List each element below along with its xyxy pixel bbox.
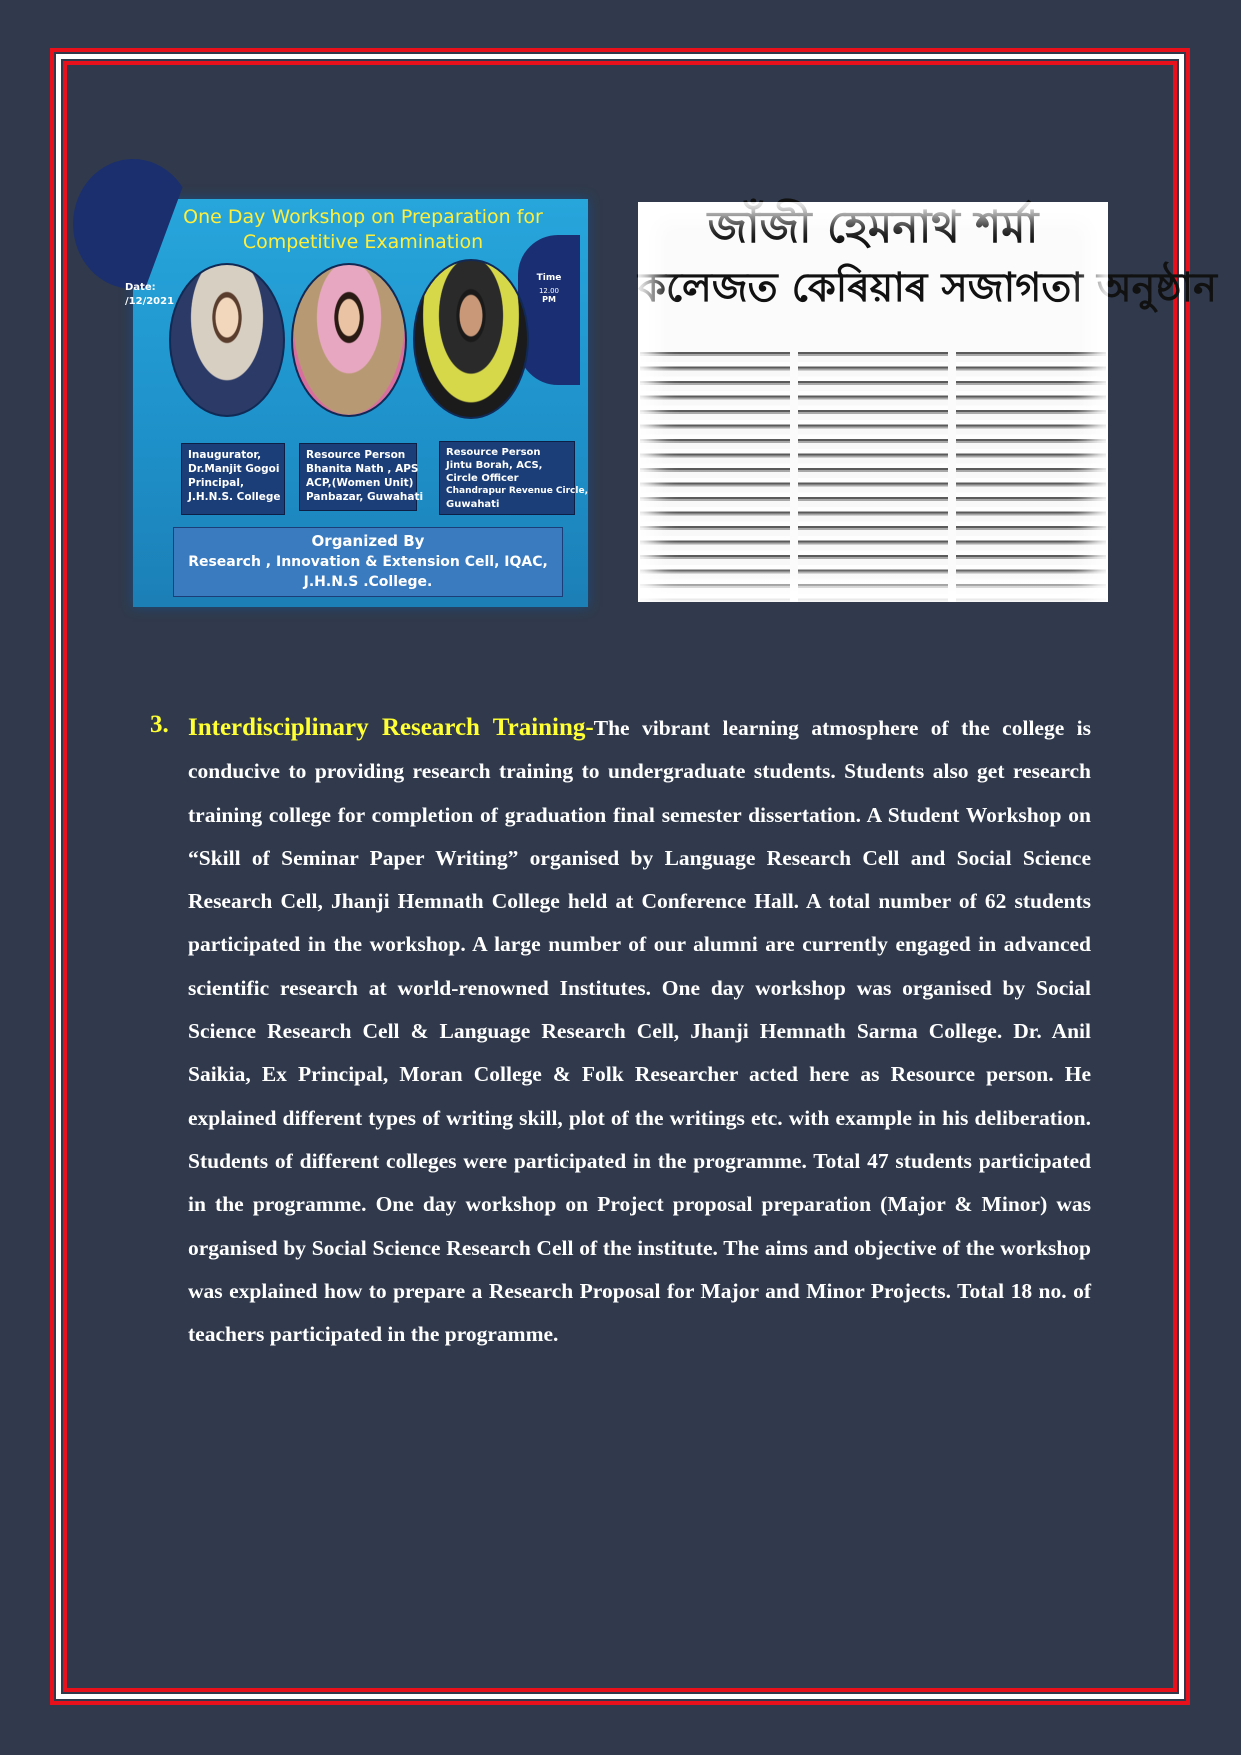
clipping-headline xyxy=(638,198,1217,318)
section-number: 3. xyxy=(150,711,169,738)
caption-line: Chandrapur Revenue Circle, xyxy=(446,486,588,496)
poster-time-label: Time xyxy=(536,273,562,283)
poster-time-badge xyxy=(518,235,580,385)
resource-person-1-caption xyxy=(299,443,424,511)
clipping-column xyxy=(956,352,1106,602)
poster-date-label: Date: xyxy=(125,282,156,293)
newspaper-clipping-image xyxy=(638,202,1217,602)
poster-time-value: 12.00 xyxy=(538,287,560,295)
poster-title-line: Competitive Examination xyxy=(242,231,484,253)
section-heading: Interdisciplinary Research Training- xyxy=(188,714,594,741)
caption-line: Principal, xyxy=(188,477,244,489)
resource-person-1-photo xyxy=(291,263,407,417)
organizer-line: J.H.N.S .College. xyxy=(303,574,433,590)
caption-line: Inaugurator, xyxy=(188,449,262,461)
poster-title xyxy=(163,205,563,255)
inaugurator-photo xyxy=(169,263,285,417)
caption-line: Resource Person xyxy=(306,449,406,461)
caption-line: Guwahati xyxy=(446,499,500,510)
inaugurator-caption xyxy=(181,443,285,515)
caption-line: Bhanita Nath , APS xyxy=(306,463,419,475)
clipping-headline-line: জাঁজী হেমনাথ শৰ্মা xyxy=(707,202,1039,253)
poster-organizer-box xyxy=(173,527,563,597)
poster-title-line: One Day Workshop on Preparation for xyxy=(183,206,543,228)
section-body-text: The vibrant learning atmosphere of the college is conducive to providing research training to undergraduate students. Students also get research training college for completion of graduation final semester dissertation. A Student Workshop on “Skill of Seminar Paper Writing” organised by Language Research Cell and Social Science Research Cell, Jhanji Hemnath College held at Conference Hall. A total number of 62 students participated in the workshop. A large number of our alumni are currently engaged in advanced scientific research at world-renowned Institutes. One day workshop was organised by Social Science Research Cell & Language Research Cell, Jhanji Hemnath Sarma College. Dr. Anil Saikia, Ex Principal, Moran College & Folk Researcher acted here as Resource person. He explained different types of writing skill, plot of the writings etc. with example in his deliberation. Students of different colleges were participated in the programme. Total 47 students participated in the programme. One day workshop on Project proposal preparation (Major & Minor) was organised by Social Science Research Cell of the institute. The aims and objective of the workshop was explained how to prepare a Research Proposal for Major and Minor Projects. Total 18 no. of teachers participated in the programme. xyxy=(188,716,1091,1347)
caption-line: Jintu Borah, ACS, xyxy=(446,460,543,471)
caption-line: J.H.N.S. College xyxy=(188,491,281,503)
caption-line: ACP,(Women Unit) xyxy=(306,477,414,489)
poster-date-value: /12/2021 xyxy=(125,296,175,307)
section-paragraph xyxy=(188,706,1091,1356)
organizer-line: Research , Innovation & Extension Cell, IQAC, xyxy=(188,554,548,570)
resource-person-2-caption xyxy=(439,441,588,515)
clipping-column xyxy=(640,352,790,602)
poster-time-period: PM xyxy=(542,295,556,304)
resource-person-2-photo xyxy=(413,259,529,419)
poster-date xyxy=(125,281,174,309)
organized-by-label: Organized By xyxy=(311,532,425,550)
caption-line: Resource Person xyxy=(446,447,541,458)
workshop-poster-image xyxy=(125,199,588,607)
clipping-headline-line: কলেজত কেৰিয়াৰ সজাগতা অনুষ্ঠান xyxy=(638,265,1217,311)
caption-line: Dr.Manjit Gogoi xyxy=(188,463,280,475)
caption-line: Circle Officer xyxy=(446,473,519,484)
clipping-article-columns xyxy=(638,352,1108,602)
caption-line: Panbazar, Guwahati xyxy=(306,491,424,503)
clipping-column xyxy=(798,352,948,602)
